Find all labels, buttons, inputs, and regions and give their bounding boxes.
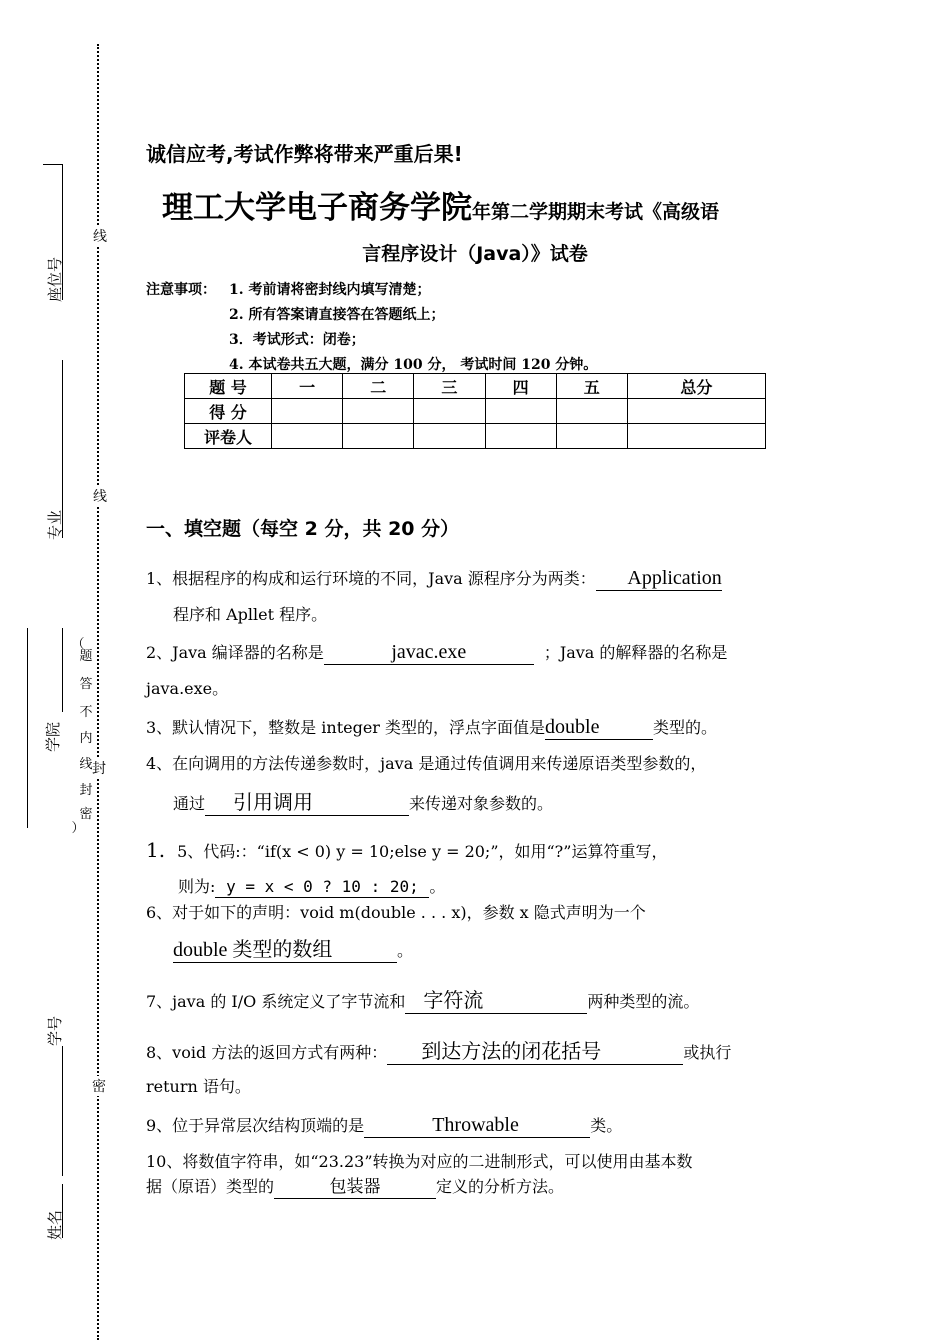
name-label: 姓名 (46, 1209, 64, 1240)
table-row (185, 424, 766, 449)
answer-field[interactable]: Throwable (364, 1113, 590, 1138)
question-6-cont: double 类型的数组 。 (173, 939, 414, 961)
student-id-label: 学号 (46, 1015, 64, 1046)
score-cell[interactable] (627, 399, 765, 424)
grader-cell[interactable] (414, 424, 485, 449)
section-title: 一、填空题（每空 2 分，共 20 分） (146, 518, 460, 540)
college-line (62, 628, 63, 712)
table-header-cell: 一 (272, 374, 343, 399)
question-4: 4、在向调用的方法传递参数时，java 是通过传值调用来传递原语类型参数的， (146, 754, 707, 773)
table-row (185, 374, 766, 399)
table-row (185, 399, 766, 424)
score-cell[interactable] (556, 399, 627, 424)
table-header-cell: 题 号 (185, 374, 272, 399)
notes-label: 注意事项： (146, 282, 216, 298)
question-2-cont: java.exe。 (146, 679, 229, 698)
seal-line-mark: 线 (93, 226, 107, 246)
answer-field[interactable]: 包装器 (274, 1176, 436, 1199)
question-9: 9、位于异常层次结构顶端的是 Throwable 类。 (146, 1114, 623, 1136)
grader-cell[interactable] (343, 424, 414, 449)
score-cell[interactable] (343, 399, 414, 424)
exam-title-line2: 言程序设计（Java）》试卷 (362, 243, 588, 265)
answer-field[interactable]: 到达方法的闭花括号 (387, 1040, 683, 1065)
table-header-cell: 二 (343, 374, 414, 399)
note-item: 4. 本试卷共五大题，满分 100 分， 考试时间 120 分钟。 (229, 357, 598, 373)
grader-cell[interactable] (627, 424, 765, 449)
school-name: 理工大学电子商务学院 (162, 190, 472, 226)
answer-field[interactable]: 引用调用 (205, 791, 409, 816)
answer-field[interactable]: double 类型的数组 (173, 938, 397, 963)
score-cell[interactable] (485, 399, 556, 424)
note-item: 2. 所有答案请直接答在答题纸上； (229, 307, 445, 323)
college-field[interactable] (27, 628, 28, 828)
question-1-cont: 程序和 Apllet 程序。 (173, 605, 328, 624)
seal-line-mark: 线 (93, 486, 107, 506)
list-number: 1. (146, 838, 166, 862)
seat-number-label: 座位号 (46, 256, 64, 302)
question-10-cont: 据（原语）类型的 包装器 定义的分析方法。 (146, 1176, 564, 1199)
question-1: 1、根据程序的构成和运行环境的不同，Java 源程序分为两类： Application (146, 567, 722, 589)
name-field[interactable] (62, 1184, 63, 1238)
table-header-cell: 四 (485, 374, 556, 399)
question-5-cont: 则为: y = x < 0 ? 10 : 20; 。 (178, 877, 446, 896)
note-item: 1. 考前请将密封线内填写清楚； (229, 282, 431, 298)
question-10: 10、将数值字符串，如“23.23”转换为对应的二进制形式，可以使用由基本数 (146, 1152, 693, 1171)
major-field[interactable] (62, 360, 63, 538)
question-8-cont: return 语句。 (146, 1077, 251, 1096)
table-row-label: 评卷人 (185, 424, 272, 449)
college-label: 学院 (44, 721, 62, 752)
seat-number-field[interactable] (43, 164, 63, 165)
answer-field[interactable]: 字符流 (405, 989, 587, 1014)
table-header-cell: 总分 (627, 374, 765, 399)
answer-field[interactable]: y = x < 0 ? 10 : 20; (215, 877, 429, 898)
answer-field[interactable]: double (545, 715, 653, 740)
note-item: 3．考试形式：闭卷； (229, 332, 365, 348)
grader-cell[interactable] (556, 424, 627, 449)
question-5: 1. 5、代码:：“if(x < 0) y = 10;else y = 20;”，如用“?”运算符重写， (146, 838, 668, 862)
question-3: 3、默认情况下，整数是 integer 类型的，浮点字面值是double 类型的。 (146, 716, 718, 738)
question-6: 6、对于如下的声明：void m(double . . . x)，参数 x 隐式声明为一个 (146, 903, 646, 922)
table-header-cell: 五 (556, 374, 627, 399)
question-2: 2、Java 编译器的名称是 javac.exe ；Java 的解释器的名称是 (146, 641, 728, 663)
question-8: 8、void 方法的返回方式有两种： 到达方法的闭花括号 或执行 (146, 1041, 732, 1063)
student-id-field[interactable] (62, 1046, 63, 1176)
table-header-cell: 三 (414, 374, 485, 399)
integrity-motto: 诚信应考,考试作弊将带来严重后果! (146, 142, 463, 166)
score-cell[interactable] (272, 399, 343, 424)
question-7: 7、java 的 I/O 系统定义了字节流和 字符流 两种类型的流。 (146, 990, 700, 1012)
exam-title-line1 (162, 182, 719, 227)
grader-cell[interactable] (272, 424, 343, 449)
seat-number-line (62, 164, 63, 300)
answer-field[interactable]: Application (596, 566, 722, 591)
grader-cell[interactable] (485, 424, 556, 449)
major-label: 专业 (46, 509, 64, 540)
answer-field[interactable]: javac.exe (324, 640, 534, 665)
score-table (184, 373, 766, 449)
table-row-label: 得 分 (185, 399, 272, 424)
score-cell[interactable] (414, 399, 485, 424)
seal-mark: 封 (92, 758, 106, 778)
exam-term: 年第二学期期末考试《高级语 (472, 201, 720, 223)
secret-mark: 密 (92, 1076, 106, 1096)
question-4-cont: 通过 引用调用 来传递对象参数的。 (173, 792, 554, 814)
